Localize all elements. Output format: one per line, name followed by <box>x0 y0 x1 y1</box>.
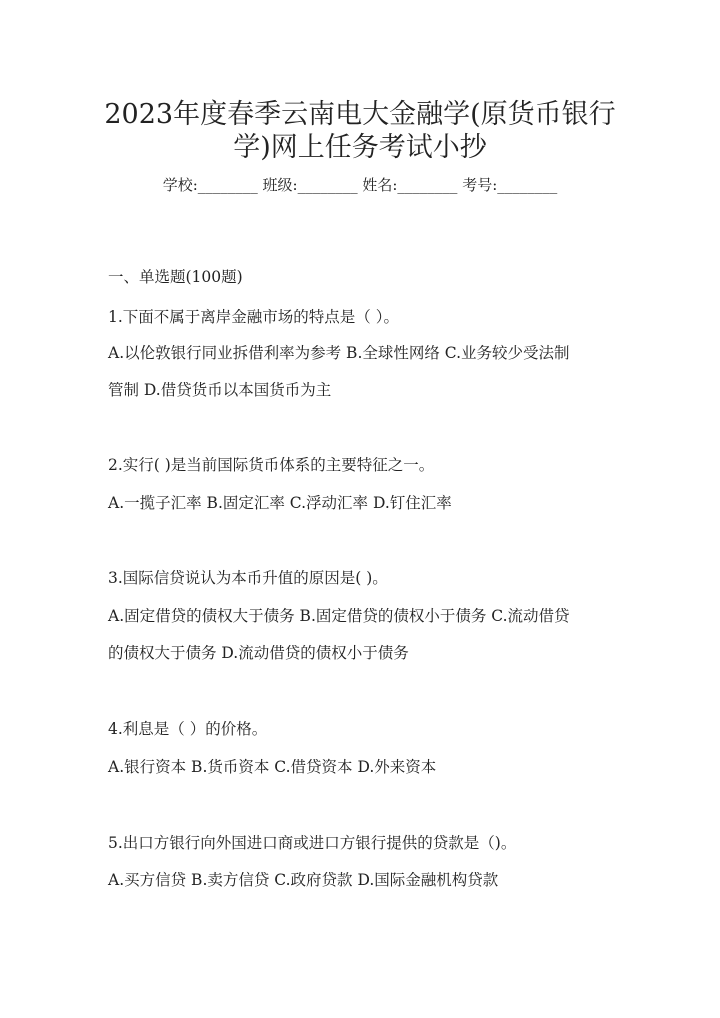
question-options: 的债权大于债务 D.流动借贷的债权小于债务 <box>108 644 409 662</box>
document-title-line-1: 2023年度春季云南电大金融学(原货币银行 <box>104 99 616 130</box>
question-stem: 4.利息是（ ）的价格。 <box>108 720 268 738</box>
section-heading: 一、单选题(100题) <box>108 268 243 286</box>
question-stem: 2.实行( )是当前国际货币体系的主要特征之一。 <box>108 456 435 474</box>
question-options: 管制 D.借贷货币以本国货币为主 <box>108 381 332 399</box>
question-options: A.固定借贷的债权大于债务 B.固定借贷的债权小于债务 C.流动借贷 <box>108 607 570 625</box>
question-options: A.银行资本 B.货币资本 C.借贷资本 D.外来资本 <box>108 758 437 776</box>
question-options: A.一揽子汇率 B.固定汇率 C.浮动汇率 D.钉住汇率 <box>108 494 452 512</box>
document-title-line-2: 学)网上任务考试小抄 <box>233 132 487 163</box>
student-info-line: 学校:________ 班级:________ 姓名:________ 考号:________ <box>162 176 558 194</box>
question-options: A.买方信贷 B.卖方信贷 C.政府贷款 D.国际金融机构贷款 <box>108 871 499 889</box>
question-options: A.以伦敦银行同业拆借利率为参考 B.全球性网络 C.业务较少受法制 <box>108 344 570 362</box>
question-stem: 3.国际信贷说认为本币升值的原因是( )。 <box>108 569 388 587</box>
question-stem: 1.下面不属于离岸金融市场的特点是（ ）。 <box>108 308 399 326</box>
question-stem: 5.出口方银行向外国进口商或进口方银行提供的贷款是（)。 <box>108 834 517 852</box>
